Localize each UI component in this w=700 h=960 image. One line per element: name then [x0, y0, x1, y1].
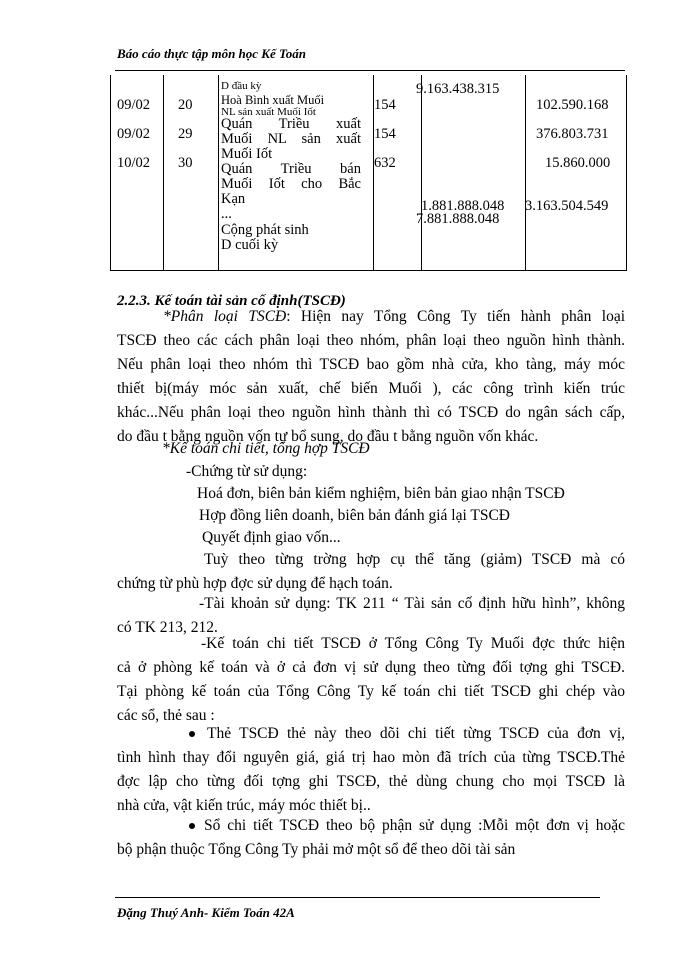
- table-cell-desc: D cuối kỳ: [221, 237, 279, 253]
- desc-line: Kạn: [221, 191, 246, 207]
- document-item: Hoá đơn, biên bản kiểm nghiệm, biên bản giao nhận TSCĐ: [197, 485, 565, 502]
- page-header: Báo cáo thực tập môn học Kế Toán: [117, 46, 306, 61]
- table-cell-debit: 9.163.438.315: [416, 81, 500, 97]
- paragraph-line: các sổ, thẻ sau :: [117, 707, 215, 724]
- paragraph-line: khác...Nếu phân loại theo nguồn hình thành thì có TSCĐ do ngân sách cấp,: [117, 404, 625, 421]
- desc-line: Muối NL sản xuất: [221, 131, 361, 147]
- paragraph-line: đợc lập cho từng đối tợng ghi TSCĐ, thẻ dùng chung cho mọi TSCĐ là: [117, 773, 625, 790]
- desc-line: Quán Triều bán: [221, 161, 361, 177]
- paragraph-line: tình hình thay đổi nguyên giá, giá trị hao mòn đã trích của từng TSCĐ.Thẻ: [117, 749, 625, 766]
- table-cell-account: 632: [374, 155, 396, 171]
- desc-line: Muối Iốt cho Bắc: [221, 176, 361, 192]
- paragraph-line: có TK 213, 212.: [117, 619, 218, 636]
- table-cell-desc: NL sản xuất Muối Iốt: [221, 106, 316, 118]
- paragraph-line: do đầu t bằng nguồn vốn tự bổ sung, do đầu t bằng nguồn vốn khác.: [117, 428, 539, 445]
- paragraph-line: nhà cửa, vật kiến trúc, máy móc thiết bị..: [117, 797, 371, 814]
- header-divider: [115, 70, 625, 71]
- paragraph-line: : Hiện nay Tổng Công Ty tiến hành phân loại: [286, 308, 626, 325]
- table-cell-credit: 3.163.504.549: [525, 198, 609, 214]
- paragraph-classification: [117, 305, 625, 449]
- paragraph-documents-note: [117, 548, 625, 596]
- bullet-asset-ledger: [117, 814, 625, 862]
- paragraph-line: Tuỳ theo từng trờng hợp cụ thể tăng (giảm) TSCĐ mà có: [204, 551, 625, 568]
- table-cell-date: 09/02: [117, 126, 151, 142]
- table-cell-debit: 7.881.888.048: [416, 211, 500, 227]
- desc-line: Quán Triều xuất: [221, 116, 361, 132]
- debit-column: [422, 75, 526, 271]
- paragraph-line: chứng từ phù hợp đợc sử dụng để hạch toán.: [117, 575, 393, 592]
- subsection-lead: *Kế toán chi tiết, tổng hợp TSCĐ: [162, 440, 370, 457]
- section-title: 2.2.3. Kế toán tài sản cố định(TSCĐ): [117, 293, 346, 309]
- lead-phrase: *Phân loại TSCĐ: [163, 308, 287, 325]
- table-cell-date: 09/02: [117, 97, 151, 113]
- paragraph-line: thiết bị(máy móc sản xuất, chế biến Muối ), các công trình kiến trúc: [117, 380, 625, 397]
- table-cell-account: 154: [374, 97, 396, 113]
- paragraph-line: Tại phòng kế toán của Tổng Công Ty kế toán chi tiết TSCĐ ghi chép vào: [117, 683, 625, 700]
- page-footer: Đặng Thuý Anh- Kiểm Toán 42A: [117, 905, 295, 920]
- table-cell-no: 29: [178, 126, 193, 142]
- paragraph-line: cả ở phòng kế toán và ở cả đơn vị sử dụng theo từng đối tợng ghi TSCĐ.: [117, 659, 625, 676]
- desc-line: Muối Iốt: [221, 146, 273, 162]
- paragraph-line: Thẻ TSCĐ thẻ này theo dõi chi tiết từng TSCĐ của đơn vị,: [207, 725, 625, 742]
- table-cell-no: 30: [178, 155, 193, 171]
- table-cell-desc: Cộng phát sinh: [221, 222, 309, 238]
- table-cell-debit: 1.881.888.048: [421, 198, 505, 214]
- desc-line: ...: [221, 206, 232, 222]
- bullet-asset-card: [117, 722, 625, 818]
- paragraph-line: Nếu phân loại theo nhóm thì TSCĐ bao gồm nhà cửa, kho tàng, máy móc: [117, 356, 625, 373]
- documents-label: -Chứng từ sử dụng:: [186, 463, 308, 480]
- footer-divider: [115, 897, 600, 898]
- table-cell-credit: 376.803.731: [536, 126, 609, 142]
- document-item: Quyết định giao vốn...: [202, 529, 341, 546]
- paragraph-line: bộ phận thuộc Tổng Công Ty phải mở một sổ để theo dõi tài sản: [117, 841, 516, 858]
- table-cell-credit: 15.860.000: [545, 155, 611, 171]
- table-cell-desc: [221, 162, 361, 222]
- table-cell-desc: [221, 117, 361, 162]
- paragraph-detail-accounting: [117, 632, 625, 728]
- paragraph-line: TSCĐ theo các cách phân loại theo nhóm, phân loại theo nguồn hình thành.: [117, 332, 625, 349]
- paragraph-line: Sổ chi tiết TSCĐ theo bộ phận sử dụng :Mỗi một đơn vị hoặc: [204, 817, 625, 834]
- table-cell-account: 154: [374, 126, 396, 142]
- table-cell-date: 10/02: [117, 155, 151, 171]
- table-cell-desc: D đầu kỳ: [221, 80, 262, 92]
- document-item: Hợp đồng liên doanh, biên bản đánh giá lại TSCĐ: [199, 507, 510, 524]
- table-cell-desc: Hoà Bình xuất Muối: [221, 93, 325, 107]
- table-cell-no: 20: [178, 97, 193, 113]
- paragraph-line: -Kế toán chi tiết TSCĐ ở Tổng Công Ty Muối đợc thức hiện: [201, 635, 625, 652]
- table-cell-credit: 102.590.168: [536, 97, 609, 113]
- paragraph-line: -Tài khoản sử dụng: TK 211 “ Tài sản cố định hữu hình”, không: [199, 595, 625, 612]
